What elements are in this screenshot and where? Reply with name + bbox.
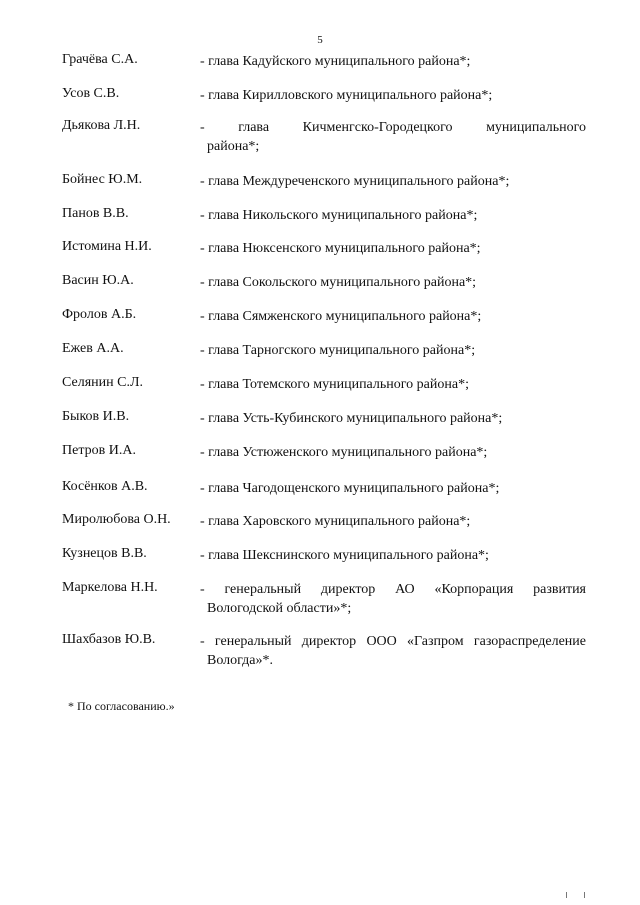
position-line: - генеральный директор АО «Корпорация развития — [200, 582, 586, 597]
position-line: - глава Усть-Кубинского муниципального района*; — [200, 411, 503, 426]
position-description — [200, 239, 586, 258]
position-description — [200, 479, 586, 498]
position-line: - глава Кирилловского муниципального района*; — [200, 88, 493, 103]
position-line: района*; — [207, 139, 260, 154]
position-description — [200, 307, 586, 326]
person-name: Миролюбова О.Н. — [62, 512, 171, 527]
position-description — [200, 52, 586, 71]
position-description — [200, 546, 586, 565]
position-description — [200, 341, 586, 360]
person-name: Истомина Н.И. — [62, 239, 152, 254]
position-line: - глава Кадуйского муниципального района*; — [200, 54, 471, 69]
position-line: - глава Кичменгско-Городецкого муниципального — [200, 120, 586, 135]
scan-artifact — [584, 892, 585, 898]
position-description — [200, 273, 586, 292]
person-name: Селянин С.Л. — [62, 375, 143, 390]
position-description — [200, 206, 586, 225]
person-name: Васин Ю.А. — [62, 273, 134, 288]
page-number: 5 — [317, 34, 323, 46]
position-description — [200, 512, 586, 531]
position-line: - глава Междуреченского муниципального района*; — [200, 174, 510, 189]
person-name: Усов С.В. — [62, 86, 120, 101]
person-name: Маркелова Н.Н. — [62, 580, 158, 595]
position-description — [200, 580, 586, 618]
person-name: Петров И.А. — [62, 443, 136, 458]
position-description — [200, 86, 586, 105]
position-line: - глава Тарногского муниципального района*; — [200, 343, 476, 358]
position-line: - генеральный директор ООО «Газпром газораспределение — [200, 634, 586, 649]
person-name: Кузнецов В.В. — [62, 546, 147, 561]
person-name: Шахбазов Ю.В. — [62, 632, 156, 647]
person-name: Косёнков А.В. — [62, 479, 148, 494]
position-line: Вологда»*. — [207, 653, 274, 668]
person-name: Грачёва С.А. — [62, 52, 138, 67]
position-line: - глава Никольского муниципального района*; — [200, 208, 478, 223]
position-description — [200, 409, 586, 428]
position-line: - глава Чагодощенского муниципального района*; — [200, 481, 500, 496]
position-line: - глава Харовского муниципального района*; — [200, 514, 471, 529]
person-name: Фролов А.Б. — [62, 307, 137, 322]
person-name: Дьякова Л.Н. — [62, 118, 141, 133]
scan-artifact — [566, 892, 567, 898]
person-name: Быков И.В. — [62, 409, 130, 424]
position-line: - глава Тотемского муниципального района*; — [200, 377, 469, 392]
position-line: - глава Устюженского муниципального района*; — [200, 445, 488, 460]
position-description — [200, 632, 586, 670]
person-name: Панов В.В. — [62, 206, 129, 221]
position-line: - глава Нюксенского муниципального района*; — [200, 241, 481, 256]
position-description — [200, 118, 586, 156]
position-line: - глава Сокольского муниципального района*; — [200, 275, 477, 290]
footnote: * По согласованию.» — [68, 699, 175, 713]
position-description — [200, 172, 586, 191]
position-description — [200, 443, 586, 462]
person-name: Ежев А.А. — [62, 341, 124, 356]
position-line: - глава Шекснинского муниципального района*; — [200, 548, 489, 563]
position-line: - глава Сямженского муниципального района*; — [200, 309, 482, 324]
position-line: Вологодской области»*; — [207, 601, 352, 616]
person-name: Бойнес Ю.М. — [62, 172, 143, 187]
position-description — [200, 375, 586, 394]
